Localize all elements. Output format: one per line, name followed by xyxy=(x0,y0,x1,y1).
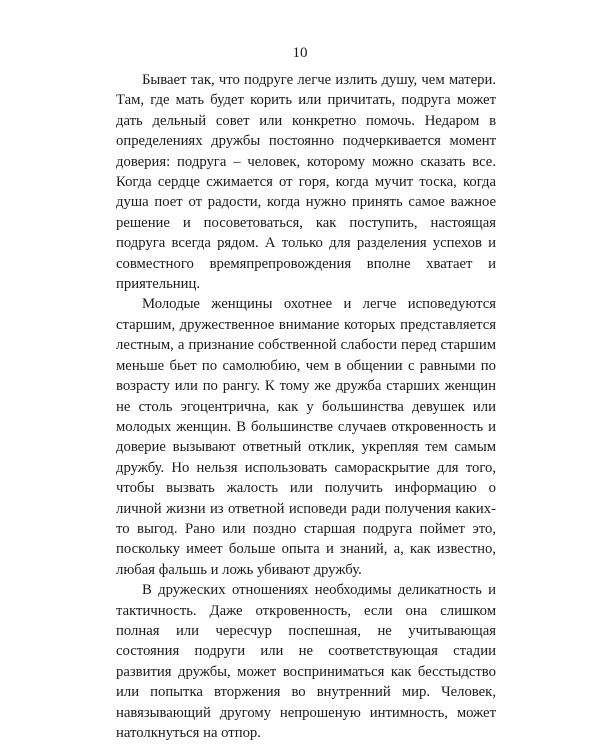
page-number: 10 xyxy=(292,45,308,61)
paragraph-3: В дружеских отношениях необходимы деликатность и тактичность. Даже откровенность, если она слишком полная или чересчур поспешная, не учитывающая состояния подруги или не соответствующая стадии развития дружбы, может восприниматься как бесстыдство или попытка вторжения во внутренний мир. Человек, навязывающий другому непрошеную интимность, может натолкнуться на отпор. xyxy=(116,582,496,741)
paragraph-1: Бывает так, что подруге легче излить душу, чем матери. Там, где мать будет корить или причитать, подруга может дать дельный совет или конкретно помочь. Недаром в определениях дружбы постоянно подчеркивается момент доверия: подруга – человек, которому можно сказать все. Когда сердце сжимается от горя, когда мучит тоска, когда душа поет от радости, когда нужно принять самое важное решение и посоветоваться, как поступить, настоящая подруга всегда рядом. А только для разделения успехов и совместного времяпрепровождения вполне хватает и приятельниц. xyxy=(116,72,496,293)
paragraph-2: Молодые женщины охотнее и легче исповедуются старшим, дружественное внимание которых представляется лестным, а признание собственной слабости перед старшим меньше бьет по самолюбию, чем в общении с равными по возрасту или по рангу. К тому же дружба старших женщин не столь эгоцентрична, как у большинства девушек или молодых женщин. В большинстве случаев откровенность и доверие вызывают ответный отклик, укрепляя тем самым дружбу. Но нельзя использовать самораскрытие для того, чтобы вызвать жалость или получить информацию о личной жизни из ответной исповеди ради получения каких-то выгод. Рано или поздно старшая подруга поймет это, поскольку имеет больше опыта и знаний, а, как известно, любая фальшь и ложь убивают дружбу. xyxy=(116,296,496,578)
body-text xyxy=(116,70,496,743)
